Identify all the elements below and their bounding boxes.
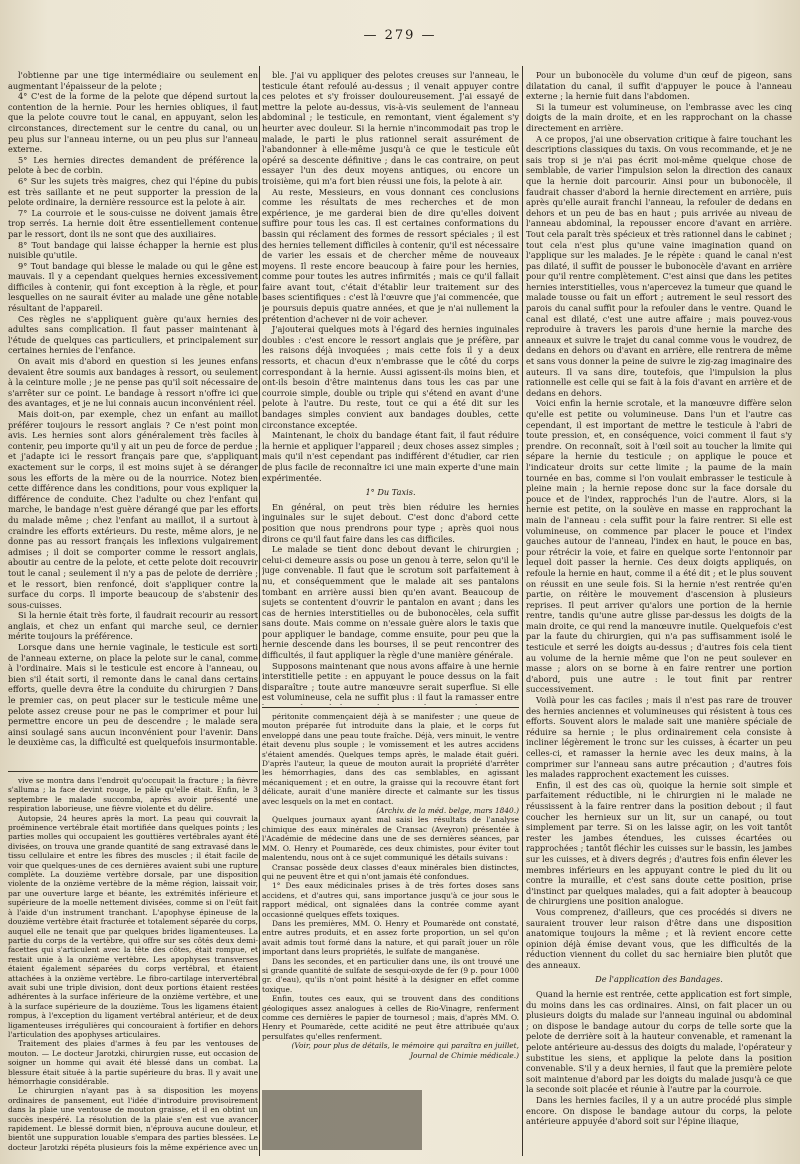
paragraph: Mais doit-on, par exemple, chez un enfant au maillot préférer toujours le ressort anglais ? Ce n'est point mon avis. Les hernies sont alors généralement très faciles à contenir, peu importe qu'il y ait un peu de force de perdue ; et j'adapte ici le ressort français pare que, s'appliquant exactement sur le corps, il est moins sujet à se déranger sous les efforts de la mère ou de la nourrice. Notez bien cette différence dans les conditions, pour vous expliquer la différence de conduite. Chez l'adulte ou chez l'enfant qui marche, le bandage n'est guère dérangé que par les efforts du malade même ; chez l'enfant au maillot, il a surtout à craindre les efforts extérieurs. Du reste, même alors, je ne donne pas au ressort français les inflexions vulgairement admises ; il doit se comporter comme le ressort anglais, aboutir au centre de la pelote, et cette pelote doit recouvrir tout le canal ; seulement il n'y a pas de pelote de derrière ; et le ressort, bien renfoncé, doit s'appliquer contre la surface du corps. Il importe beaucoup de s'abstenir des sous-cuisses. <box>8 409 258 610</box>
article-column-2 <box>262 70 519 705</box>
paragraph: 6° Sur les sujets très maigres, chez qui l'épine du pubis est très saillante et ne peut supporter la pression de la pelote ordinaire, la dernière ressource est la pelote à air. <box>8 175 258 208</box>
article-column-1 <box>8 70 258 770</box>
news-column-1 <box>8 776 258 1151</box>
paragraph: Traitement des plaies d'armes à feu par les ventouses de mouton. — Le docteur Jarotzki, chirurgien russe, eut occasion de soigner un homme qui avait été blessé dans un combat. La blessure était située à la partie supérieure du bras. Il y avait une hémorrhagie considérable. <box>8 1039 258 1086</box>
paragraph: Autopsie, 24 heures après la mort. La peau qui couvrait la proéminence vertébrale était mortifiée dans quelques points ; les parties molles qui occupaient les gouttières vertébrales ayant été divisées, on trouva une grande quantité de sang extravasé dans le tissu cellulaire et entre les fibres des muscles ; il était facile de voir que quelques-unes de ces dernières avaient subi une rupture complète. La douzième vertèbre dorsale, par une disposition violente de la onzième vertèbre de la même région, laissait voir, par une ouverture large et béante, les extrémités inférieure et supérieure de la moelle nettement divisées, comme si on l'eût fait à l'aide d'un instrument tranchant. L'apophyse épineuse de la douzième vertèbre était fracturée et totalement séparée du corps, auquel elle ne tenait que par quelques brides ligamenteuses. La partie du corps de la vertèbre, qui offre sur ses côtés deux demi-facettes qui s'articulent avec la tête des côtes, était rompue, et restait unie à la onzième vertèbre. Les apophyses transverses étaient également séparées du corps vertébral, et étaient attachées à la onzième vertèbre. Le fibro-cartilage intervertébral avait subi une triple division, dont deux portions étaient restées adhérentes à la surface inférieure de la onzième vertèbre, et une à la surface supérieure de la douzième. Tous les ligamens étaient rompus, à l'exception du ligament vertébral antérieur, et de deux ligamenteuses irrégulières qui concouraient à fortifier en dehors l'articulation des apophyses articulaires. <box>8 813 258 1039</box>
paragraph: Si la tumeur est volumineuse, on l'embrasse avec les cinq doigts de la main droite, et en les rapprochant on la chasse directement en arrière. <box>526 101 792 133</box>
source-reference: (Archiv. de la méd. belge, mars 1840.) <box>376 806 519 816</box>
paragraph: J'ajouterai quelques mots à l'égard des hernies inguinales doubles : c'est encore le ressort anglais que je préfère, par les raisons déjà invoquées ; mais cette fois il y a deux ressorts, et chacun d'eux n'embrasse que le côté du corps correspondant à la hernie. Aussi agissent-ils moins bien, et ont-ils besoin d'être maintenus dans tous les cas par une courroie simple, double ou triple qui s'étend en avant d'une pelote à l'autre. Du reste, tout ce qui a été dit sur les bandages simples convient aux bandages doubles, cette circonstance exceptée. <box>262 324 519 430</box>
paragraph: Lorsque dans une hernie vaginale, le testicule est sorti de l'anneau externe, on place la pelote sur le canal, comme à l'ordinaire. Mais si le testicule est encore à l'anneau, ou bien s'il était sorti, il remonte dans le canal dans certains efforts, quelle devra être la conduite du chirurgien ? Dans le premier cas, on peut placer sur le testicule même une pelote assez creuse pour ne pas le comprimer et pour lui permettre encore un peu de descendre ; le malade sera ainsi soulagé sans aucun inconvénient pour l'avenir. Dans le deuxième cas, la difficulté est quelquefois insurmontable. <box>8 642 258 748</box>
paragraph: Maintenant, le choix du bandage étant fait, il faut réduire la hernie et appliquer l'appareil ; deux choses assez simples ; mais qu'il n'est cependant pas indifférent d'étudier, car rien de plus facile de reconnaître ici une main experte d'une main expérimentée. <box>262 430 519 483</box>
paragraph: Vous comprenez, d'ailleurs, que ces procédés si divers ne sauraient trouver leur raison d'être dans une disposition anatomique toujours la même ; et là revient encore cette opinion déjà émise devant vous, que les difficultés de la réduction viennent du collet du sac herniaire bien plutôt que des anneaux. <box>526 906 792 970</box>
paragraph: Quand la hernie est rentrée, cette application est fort simple, du moins dans les cas ordinaires. Ainsi, on fait placer un ou plusieurs doigts du malade sur l'anneau inguinal ou abdominal ; on dispose le bandage autour du corps de telle sorte que la pelote de derrière soit à la hauteur convenable, et ramenant la pelote antérieure au-dessus des doigts du malade, l'opérateur y substitue les siens, et applique la pelote dans la position convenable. S'il y a deux hernies, il faut que la première pelote soit maintenue d'abord par les doigts du malade jusqu'à ce que la seconde soit placée et réunie à l'autre par la courroie. <box>526 989 792 1095</box>
section-heading: 1° Du Taxis. <box>365 487 416 498</box>
paragraph: A ce propos, j'ai une observation critique à faire touchant les descriptions classiques du taxis. On vous recommande, et je ne sais trop si je n'ai pas écrit moi-même quelque chose de semblable, de varier l'impulsion selon la direction des canaux que la hernie doit parcourir. Ainsi pour un bubonocèle, il faudrait chasser d'abord la hernie directement en arrière, puis après qu'elle aurait franchi l'anneau, la refouler de dedans en dehors et un peu de bas en haut ; puis arrivée au niveau de l'anneau abdominal, la repousser encore d'avant en arrière. Tout cela paraît très spécieux et très rationnel dans le cabinet ; tout cela n'est plus qu'une vaine imagination quand on l'applique sur les malades. Je le répète : quand le canal n'est pas dilaté, il suffit de pousser le bubonocèle d'avant en arrière pour qu'il rentre complètement. C'est ainsi que dans les petites hernies interstitielles, vous n'apercevez la tumeur que quand le malade tousse ou fait un effort ; autrement le seul ressort des parois du canal suffit pour la refouler dans le ventre. Quand le canal est dilaté, c'est une autre affaire ; mais pouvez-vous reproduire à travers les parois d'une hernie la marche des anneaux et suivre le trajet du canal comme vous le voudrez, de dedans en dehors ou d'avant en arrière, elle rentrera de même et sans vous donner la peine de suivre le zig-zag imaginaire des auteurs. Il va sans dire, toutefois, que l'impulsion la plus rationnelle est celle qui se fait à la fois d'avant en arrière et de dedans en dehors. <box>526 133 792 398</box>
column-rule <box>522 66 523 1156</box>
page-number: — 279 — <box>363 28 437 43</box>
paragraph: 4° C'est de la forme de la pelote que dépend surtout la contention de la hernie. Pour les hernies obliques, il faut que la pelote couvre tout le canal, en appuyant, selon les circonstances, directement sur le centre du canal, ou un peu plus sur l'anneau interne, ou un peu plus sur l'anneau externe. <box>8 91 258 155</box>
paragraph: 7° La courroie et le sous-cuisse ne doivent jamais être trop serrés. La hernie doit être essentiellement contenue par le ressort, dont ils ne sont que des auxiliaires. <box>8 207 258 239</box>
paragraph: En général, on peut très bien réduire les hernies inguinales sur le sujet debout. C'est donc d'abord cette position que nous prendrons pour type ; après quoi nous dirons ce qu'il faut faire dans les cas difficiles. <box>262 501 519 544</box>
section-rule <box>262 707 519 708</box>
paragraph: Le malade se tient donc debout devant le chirurgien ; celui-ci demeure assis ou pose un genou à terre, selon qu'il le juge convenable. Il faut que le scrotum soit parfaitement à nu, et conséquemment que le malade ait ses pantalons tombant en arrière aussi bien qu'en avant. Beaucoup de sujets se contentent d'ouvrir le pantalon en avant ; dans les cas de hernies interstitielles ou de bubonocèles, cela suffit sans doute. Mais comme on n'essaie guère alors le taxis que pour appliquer le bandage, comme ensuite, pour peu que la hernie descende dans les bourses, il se peut rencontrer des difficultés, il faut appliquer la règle d'une manière générale. <box>262 544 519 661</box>
paragraph: ble. J'ai vu appliquer des pelotes creuses sur l'anneau, le testicule étant refoulé au-dessus ; il venait appuyer contre ces pelotes et s'y froisser douloureusement. J'ai essayé de mettre la pelote au-dessus, vis-à-vis seulement de l'anneau abdominal ; le testicule, en remontant, vient également s'y heurter avec douleur. Si la hernie n'incommodait pas trop le malade, le parti le plus rationnel serait assurément de l'abandonner à elle-même jusqu'à ce que le testicule eût opéré sa descente définitive ; dans le cas contraire, on peut essayer l'un des deux moyens antiques, ou encore un troisième, qui m'a fort bien réussi une fois, la pelote à air. <box>262 70 519 186</box>
paragraph: Enfin, il est des cas où, quoique la hernie soit simple et parfaitement réductible, ni le chirurgien ni le malade ne réussissent à la faire rentrer dans la position debout ; il faut coucher les hernieux sur un lit, sur un canapé, ou tout simplement par terre. Si on les laisse agir, on les voit tantôt rester les jambes étendues, les cuisses écartées ou rapprochées ; tantôt fléchir les cuisses sur le bassin, les jambes sur les cuisses, et à divers degrés ; d'autres fois enfin élever les membres inférieurs en les appuyant contre le pied du lit ou contre la muraille, et c'est sans doute cette position, prise d'instinct par quelques malades, qui a fait adopter à beaucoup de chirurgiens une position analogue. <box>526 779 792 907</box>
paragraph: Au reste, Messieurs, en vous donnant ces conclusions comme les résultats de mes recherches et de mon expérience, je me garderai bien de dire qu'elles doivent suffire pour tous les cas. Il est certaines conformations du bassin qui réclament des formes de ressort spéciales ; il est des hernies tellement difficiles à contenir, qu'il est nécessaire de varier les essais et de chercher même de nouveaux moyens. Il reste encore beaucoup à faire pour les hernies, comme pour toutes les autres infirmités ; mais ce qu'il fallait faire avant tout, c'était d'établir leur traitement sur des bases scientifiques : c'est là l'œuvre que j'ai commencée, que je poursuis depuis quatre années, et que je n'ai nullement la prétention d'achever ni de voir achever. <box>262 186 519 324</box>
paragraph: Dans les hernies faciles, il y a un autre procédé plus simple encore. On dispose le bandage autour du corps, la pelote antérieure appuyée d'abord soit sur l'épine iliaque, <box>526 1095 792 1127</box>
paragraph: Pour un bubonocèle du volume d'un œuf de pigeon, sans dilatation du canal, il suffit d'appuyer le pouce à l'anneau externe ; la hernie fuit dans l'abdomen. <box>526 70 792 102</box>
paragraph: 9° Tout bandage qui blesse le malade ou qui le gêne est mauvais. Il y a cependant quelques hernies excessivement difficiles à contenir, qui font exception à la règle, et pour lesquelles on ne saurait éviter au malade une gêne notable résultant de l'appareil. <box>8 260 258 314</box>
source-reference: (Voir, pour plus de détails, le mémoire qui paraîtra en juillet, Journal de Chimie médicale.) <box>291 1041 519 1060</box>
paragraph: 8° Tout bandage qui laisse échapper la hernie est plus nuisible qu'utile. <box>8 239 258 261</box>
paragraph: Supposons maintenant que nous avons affaire à une hernie interstitielle petite : en appuyant le pouce dessus on la fait disparaître ; toute autre manœuvre serait superflue. Si elle est volumineuse, cela ne suffit plus : il faut la ramasser entre <box>262 660 519 703</box>
paragraph: Cransac possède deux classes d'eaux minérales bien distinctes, qui ne peuvent être et qui n'ont jamais été confondues. <box>262 862 519 881</box>
paragraph: Voici enfin la hernie scrotale, et la manœuvre diffère selon qu'elle est petite ou volumineuse. Dans l'un et l'autre cas cependant, il est important de mettre le testicule à l'abri de toute pression, et, en conséquence, voici comment il faut s'y prendre. On reconnaît, soit à l'œil soit au toucher la limite qui sépare la hernie du testicule ; on applique le pouce et l'indicateur droits sur cette limite ; la paume de la main tournée en bas, comme si l'on voulait embrasser le testicule à pleine main ; la hernie repose donc sur la face dorsale du pouce et de l'index, rapprochés l'un de l'autre. Alors, si la hernie est petite, on la soulève en masse en rapprochant la main de l'anneau : cela suffit pour la faire rentrer. Si elle est volumineuse, on commence par placer le pouce et l'index gauches autour de l'anneau, l'index en haut, le pouce en bas, pour rétrécir la voie, et faire en quelque sorte l'entonnoir par lequel doit passer la hernie. Ces deux doigts appliqués, on refoule la hernie en haut, comme il a été dit ; et le plus souvent on réussit en une seule fois. Si la hernie n'est rentrée qu'en partie, on réitère le mouvement d'ascension à plusieurs reprises. Il peut arriver qu'alors une portion de la hernie rentre, tandis qu'une autre glisse par-dessus les doigts de la main droite, ce qui rend la manœuvre inutile. Quelquefois c'est par la faute du chirurgien, qui n'a pas suffisamment isolé le testicule et serré les doigts au-dessus ; d'autres fois cela tient au volume de la hernie même que l'on ne peut soulever en masse ; alors on se borne à en faire rentrer une portion d'abord, puis une autre : le tout finit par rentrer successivement. <box>526 398 792 695</box>
paragraph: On avait mis d'abord en question si les jeunes enfans devaient être soumis aux bandages à ressort, ou seulement à la ceinture molle ; je ne pense pas qu'il soit nécessaire de s'arrêter sur ce point. Le bandage à ressort n'offre ici que des avantages, et je ne lui connais aucun inconvénient réel. <box>8 356 258 409</box>
paragraph: Quelques journaux ayant mal saisi les résultats de l'analyse chimique des eaux minérales de Cransac (Aveyron) présentée à l'Académie de médecine dans une de ses dernières séances, par MM. O. Henry et Poumarède, ces deux chimistes, pour éviter tout malentendu, nous ont à ce sujet communiqué les détails suivans : <box>262 815 519 863</box>
paragraph: 1° Des eaux médicinales prises à de très fortes doses sans accidens, et d'autres qui, sans importance jusqu'à ce jour sous le rapport médical, ont signalées dans la contrée comme ayant occasionné quelques effets toxiques. <box>262 881 519 919</box>
paragraph: l'obtienne par une tige intermédiaire ou seulement en augmentant l'épaisseur de la pelote ; <box>8 70 258 91</box>
paragraph: péritonite commençaient déjà à se manifester ; une queue de mouton préparée fut introduite dans la plaie, et le corps fut enveloppé dans une peau toute fraîche. Déjà, vers minuit, le ventre était devenu plus souple ; le vomissement et les autres accidens s'étaient amendés. Quelques temps après, le malade était guéri. D'après l'auteur, la queue de mouton aurait la propriété d'arrêter les hémorrhagies, dans des cas semblables, en agissant mécaniquement ; et en outre, la graisse qui la recouvre étant fort délicate, aurait d'une manière directe et calmante sur les tissus avec lesquels on la met en contact. <box>262 712 519 806</box>
section-rule <box>8 771 258 772</box>
paragraph: Le chirurgien n'ayant pas à sa disposition les moyens ordinaires de pansement, eut l'idée d'introduire provisoirement dans la plaie une ventouse de mouton graisse, et il en obtint un succès inespéré. La résolution de la plaie s'en est vue avancer rapidement. Le blessé dormit bien, n'éprouva aucune douleur, et bientôt une suppuration louable s'empara des parties blessées. Le docteur Jarotzki répéta plusieurs fois la même expérience avec un <box>8 1086 258 1151</box>
column-rule <box>259 66 260 1156</box>
paragraph: Voilà pour les cas faciles ; mais il n'est pas rare de trouver des hernies anciennes et volumineuses qui résistent à tous ces efforts. Souvent alors le malade sait une manière spéciale de réduire sa hernie ; le plus ordinairement cela consiste à incliner légèrement le tronc sur les cuisses, à écarter un peu celles-ci, et ramasser la hernie avec les deux mains, à la comprimer sur l'anneau sans autre précaution ; d'autres fois les malades rapprochent exactement les cuisses. <box>526 695 792 780</box>
paragraph: Ces règles ne s'appliquent guère qu'aux hernies des adultes sans complication. Il faut passer maintenant à l'étude de quelques cas particuliers, et principalement sur certaines hernies de l'enfance. <box>8 313 258 356</box>
paragraph: 5° Les hernies directes demandent de préférence la pelote à bec de corbin. <box>8 154 258 176</box>
print-shadow <box>262 1090 422 1150</box>
paragraph: vive se montra dans l'endroit qu'occupait la fracture ; la fièvre s'alluma ; la face devint rouge, le pâle qu'elle était. Enfin, le 3 septembre le malade succomba, après avoir présenté une respiration laborieuse, une fièvre violente et du délire. <box>8 776 258 814</box>
paragraph: Dans les secondes, et en particulier dans une, ils ont trouvé une si grande quantité de sulfate de sesqui-oxyde de fer (9 p. pour 1000 gr. d'eau), qu'ils n'ont point hésité à la désigner en effet comme toxique. <box>262 956 519 994</box>
article-column-3 <box>526 70 792 1150</box>
paragraph: Enfin, toutes ces eaux, qui se trouvent dans des conditions géologiques assez analogues à celles de Rio-Vinagre, renferment comme ces dernières le papier de tournesol ; mais, d'après MM. O. Henry et Poumarède, cette acidité ne peut être attribuée qu'aux persulfates qu'elles renferment. <box>262 994 519 1041</box>
paragraph: Si la hernie était très forte, il faudrait recourir au ressort anglais, et chez un enfant qui marche seul, ce dernier mérite toujours la préférence. <box>8 610 258 642</box>
section-heading: De l'application des Bandages. <box>595 974 723 985</box>
paragraph: Dans les premières, MM. O. Henry et Poumarède ont constaté, entre autres produits, et en assez forte proportion, un sel qu'on avait admis tout formé dans la nature, et qui paraît jouer un rôle important dans leurs propriétés, le sulfate de manganèse. <box>262 918 519 957</box>
